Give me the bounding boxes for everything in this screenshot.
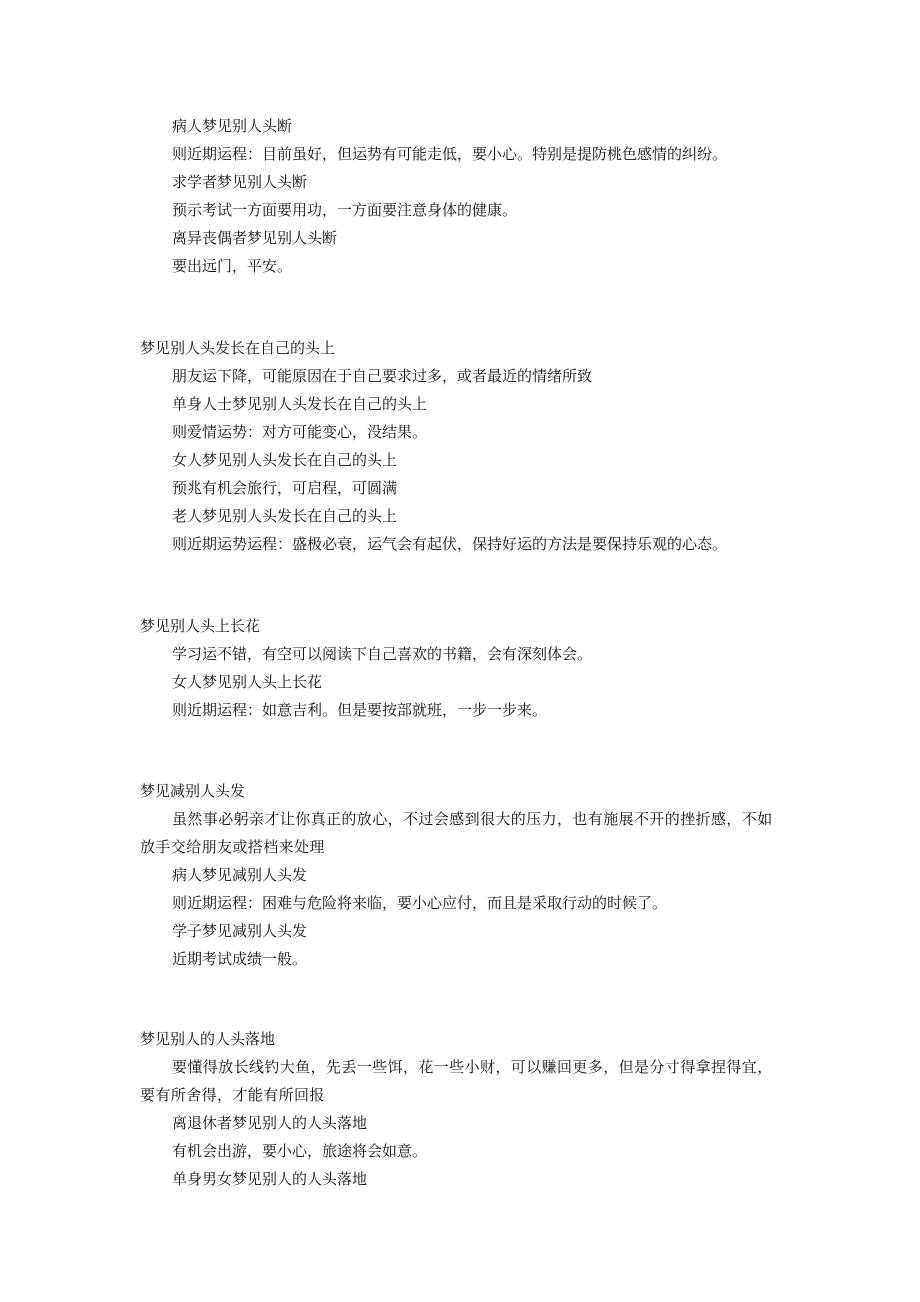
text-line: 则近期运程：目前虽好，但运势有可能走低，要小心。特别是提防桃色感情的纠纷。 — [172, 145, 728, 163]
section-hair-on-own-head — [140, 334, 780, 558]
text-line: 预兆有机会旅行，可启程，可圆满 — [172, 479, 398, 497]
text-line: 则近期运势运程：盛极必衰，运气会有起伏，保持好运的方法是要保持乐观的心态。 — [172, 535, 728, 553]
text-line: 女人梦见别人头发长在自己的头上 — [172, 451, 398, 469]
text-line: 要出远门，平安。 — [172, 257, 293, 275]
text-line: 病人梦见别人头断 — [172, 117, 293, 135]
text-line: 离异丧偶者梦见别人头断 — [172, 229, 338, 247]
section-heading: 梦见别人的人头落地 — [140, 1030, 276, 1048]
section-cut-others-hair — [140, 777, 780, 973]
text-line: 学子梦见减别人头发 — [172, 922, 308, 940]
section-head-cut-others — [140, 112, 780, 280]
text-line: 近期考试成绩一般。 — [172, 950, 308, 968]
section-flower-on-head — [140, 612, 780, 724]
text-line: 求学者梦见别人头断 — [172, 173, 308, 191]
text-line: 单身人士梦见别人头发长在自己的头上 — [172, 395, 428, 413]
text-line: 病人梦见减别人头发 — [172, 866, 308, 884]
text-line: 离退休者梦见别人的人头落地 — [172, 1114, 368, 1132]
text-paragraph: 要懂得放长线钓大鱼，先丢一些饵，花一些小财，可以赚回更多，但是分寸得拿捏得宜，要有所舍得，才能有所回报 — [140, 1058, 773, 1104]
text-line: 则近期运程：困难与危险将来临，要小心应付，而且是采取行动的时候了。 — [172, 894, 668, 912]
section-heading: 梦见减别人头发 — [140, 782, 246, 800]
text-line: 朋友运下降，可能原因在于自己要求过多，或者最近的情绪所致 — [172, 367, 593, 385]
text-line: 则爱情运势：对方可能变心，没结果。 — [172, 423, 428, 441]
section-head-falls — [140, 1025, 780, 1193]
text-line: 学习运不错，有空可以阅读下自己喜欢的书籍，会有深刻体会。 — [172, 645, 593, 663]
text-line: 老人梦见别人头发长在自己的头上 — [172, 507, 398, 525]
section-heading: 梦见别人头上长花 — [140, 617, 261, 635]
section-heading: 梦见别人头发长在自己的头上 — [140, 339, 336, 357]
text-line: 预示考试一方面要用功，一方面要注意身体的健康。 — [172, 201, 518, 219]
text-line: 则近期运程：如意吉利。但是要按部就班，一步一步来。 — [172, 701, 548, 719]
text-line: 有机会出游，要小心，旅途将会如意。 — [172, 1142, 428, 1160]
text-line: 女人梦见别人头上长花 — [172, 673, 323, 691]
text-paragraph: 虽然事必躬亲才让你真正的放心，不过会感到很大的压力，也有施展不开的挫折感，不如放手交给朋友或搭档来处理 — [140, 810, 773, 856]
text-line: 单身男女梦见别人的人头落地 — [172, 1170, 368, 1188]
